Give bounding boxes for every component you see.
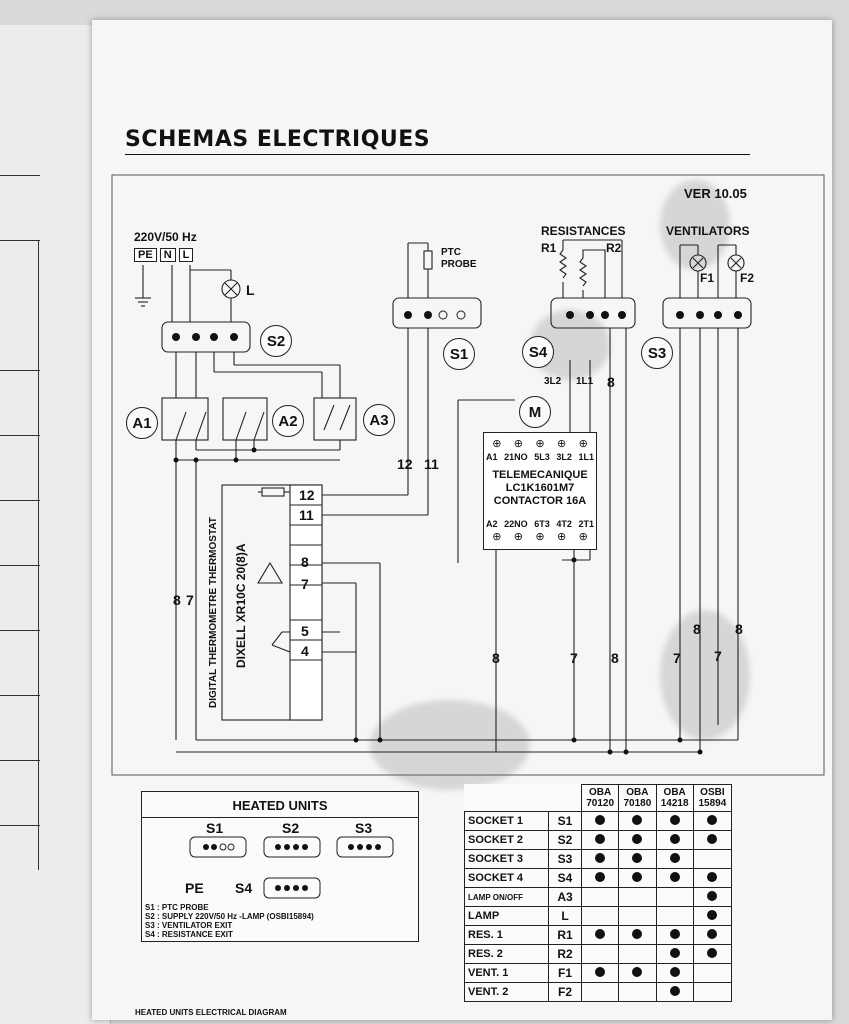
model-header: OSBI 15894 xyxy=(693,785,731,812)
socket-label: LAMP ON/OFF xyxy=(465,888,549,907)
probe-wire-11: 11 xyxy=(424,456,439,472)
contactor-top-symbols: ⊕ ⊕ ⊕ ⊕ ⊕ xyxy=(492,438,588,450)
compat-cell xyxy=(656,945,693,964)
compat-dot xyxy=(632,815,642,825)
compat-cell xyxy=(693,812,731,831)
thermostat-terminal-8: 8 xyxy=(301,554,309,570)
compat-dot xyxy=(670,834,680,844)
compat-cell xyxy=(582,850,619,869)
legend-s4: S4 xyxy=(235,880,253,896)
note-s2: S2 : SUPPLY 220V/50 Hz -LAMP (OSBI15894) xyxy=(145,912,314,921)
compat-dot xyxy=(632,872,642,882)
socket-code: S2 xyxy=(549,831,582,850)
wire-right-8b: 8 xyxy=(735,621,743,637)
compat-cell xyxy=(693,926,731,945)
pin-4t2: 4T2 xyxy=(556,519,572,529)
compat-cell xyxy=(582,964,619,983)
compat-dot xyxy=(632,967,642,977)
compat-cell xyxy=(582,983,619,1002)
contactor-bottom-symbols: ⊕ ⊕ ⊕ ⊕ ⊕ xyxy=(492,531,588,543)
ventilators-label: VENTILATORS xyxy=(666,224,750,238)
wire-mid-7: 7 xyxy=(570,650,578,666)
socket-code: R1 xyxy=(549,926,582,945)
compat-cell xyxy=(693,983,731,1002)
legend-notes xyxy=(145,903,314,939)
compat-cell xyxy=(656,812,693,831)
socket-label: SOCKET 3 xyxy=(465,850,549,869)
contactor-desc: CONTACTOR 16A xyxy=(493,495,587,507)
terminal-pe: PE xyxy=(134,248,157,262)
supply-label: 220V/50 Hz xyxy=(134,230,197,244)
pin-1l1: 1L1 xyxy=(578,452,594,462)
compat-cell xyxy=(656,831,693,850)
model-header: OBA 70180 xyxy=(619,785,656,812)
socket-label: SOCKET 1 xyxy=(465,812,549,831)
model-header: OBA 14218 xyxy=(656,785,693,812)
compat-cell xyxy=(693,945,731,964)
table-row xyxy=(465,964,732,983)
compat-cell xyxy=(582,869,619,888)
contactor-top-pins xyxy=(486,452,594,462)
compat-cell xyxy=(619,812,656,831)
ptc-probe-label: PTC PROBE xyxy=(441,247,477,270)
legend-s3: S3 xyxy=(355,820,373,836)
footer-caption: HEATED UNITS ELECTRICAL DIAGRAM xyxy=(135,1008,287,1017)
resistances-label: RESISTANCES xyxy=(541,224,626,238)
pin-6t3: 6T3 xyxy=(534,519,550,529)
socket-label: SOCKET 2 xyxy=(465,831,549,850)
compat-dot xyxy=(707,929,717,939)
res-8: 8 xyxy=(607,374,615,390)
note-s4: S4 : RESISTANCE EXIT xyxy=(145,930,233,939)
compat-cell xyxy=(619,926,656,945)
res-1l1: 1L1 xyxy=(576,376,594,387)
compat-dot xyxy=(707,834,717,844)
s2-circle: S2 xyxy=(260,325,292,357)
compat-cell xyxy=(656,850,693,869)
compat-dot xyxy=(670,853,680,863)
socket-code: F1 xyxy=(549,964,582,983)
f1-label: F1 xyxy=(700,271,715,285)
compat-dot xyxy=(595,967,605,977)
compat-cell xyxy=(619,831,656,850)
table-row xyxy=(465,831,732,850)
note-s3: S3 : VENTILATOR EXIT xyxy=(145,921,233,930)
socket-label: SOCKET 4 xyxy=(465,869,549,888)
thermostat-terminal-5: 5 xyxy=(301,623,309,639)
compat-cell xyxy=(619,850,656,869)
compat-cell xyxy=(619,964,656,983)
socket-table-body xyxy=(465,812,732,1002)
socket-code: A3 xyxy=(549,888,582,907)
compat-cell xyxy=(656,926,693,945)
compat-dot xyxy=(595,853,605,863)
compat-dot xyxy=(670,929,680,939)
compat-dot xyxy=(632,853,642,863)
compat-dot xyxy=(707,910,717,920)
socket-code: F2 xyxy=(549,983,582,1002)
socket-label: LAMP xyxy=(465,907,549,926)
compat-cell xyxy=(656,888,693,907)
compat-dot xyxy=(670,872,680,882)
a2-circle: A2 xyxy=(272,405,304,437)
legend-pe: PE xyxy=(185,880,204,896)
compat-cell xyxy=(582,831,619,850)
socket-label: VENT. 1 xyxy=(465,964,549,983)
wire-left-8: 8 xyxy=(173,592,181,608)
compat-dot xyxy=(707,815,717,825)
lamp-label: L xyxy=(246,282,255,298)
compat-cell xyxy=(582,888,619,907)
thermostat-terminal-11: 11 xyxy=(299,507,314,523)
socket-code: R2 xyxy=(549,945,582,964)
table-row xyxy=(465,945,732,964)
compat-dot xyxy=(632,834,642,844)
wire-right-8: 8 xyxy=(693,621,701,637)
thermostat-terminal-12: 12 xyxy=(299,487,315,503)
compat-dot xyxy=(670,967,680,977)
contactor xyxy=(483,432,597,550)
res-3l2: 3L2 xyxy=(544,376,562,387)
supply-terminals xyxy=(134,248,193,262)
probe-wire-12: 12 xyxy=(397,456,413,472)
compat-cell xyxy=(656,964,693,983)
thermostat-label-line1: DIGITAL THERMOMETRE THERMOSTAT xyxy=(208,517,219,708)
pin-a2: A2 xyxy=(486,519,498,529)
compat-dot xyxy=(595,815,605,825)
compat-cell xyxy=(693,850,731,869)
thermostat-terminal-7: 7 xyxy=(301,576,309,592)
table-row xyxy=(465,926,732,945)
compat-cell xyxy=(582,945,619,964)
contactor-name: TELEMECANIQUE xyxy=(492,469,588,481)
table-header-row xyxy=(465,785,732,812)
compat-dot xyxy=(595,872,605,882)
compat-cell xyxy=(619,907,656,926)
compat-dot xyxy=(670,815,680,825)
compat-cell xyxy=(693,888,731,907)
thermostat-label-line2: DIXELL XR10C 20(8)A xyxy=(234,543,248,668)
compat-cell xyxy=(619,945,656,964)
pin-5l3: 5L3 xyxy=(534,452,550,462)
socket-code: S4 xyxy=(549,869,582,888)
socket-label: RES. 1 xyxy=(465,926,549,945)
terminal-l: L xyxy=(179,248,194,262)
table-row xyxy=(465,850,732,869)
a1-circle: A1 xyxy=(126,407,158,439)
table-row xyxy=(465,812,732,831)
pin-2t1: 2T1 xyxy=(578,519,594,529)
compat-cell xyxy=(656,869,693,888)
socket-code: S1 xyxy=(549,812,582,831)
motor-circle: M xyxy=(519,396,551,428)
legend-s2: S2 xyxy=(282,820,300,836)
a3-circle: A3 xyxy=(363,404,395,436)
table-row xyxy=(465,869,732,888)
compat-dot xyxy=(595,834,605,844)
table-row xyxy=(465,983,732,1002)
compat-dot xyxy=(595,929,605,939)
wire-mid-8b: 8 xyxy=(611,650,619,666)
f2-label: F2 xyxy=(740,271,755,285)
pin-a1: A1 xyxy=(486,452,498,462)
pin-21no: 21NO xyxy=(504,452,528,462)
r1-label: R1 xyxy=(541,241,557,255)
wire-right-7b: 7 xyxy=(714,648,722,664)
socket-label: RES. 2 xyxy=(465,945,549,964)
table-row xyxy=(465,907,732,926)
compat-cell xyxy=(582,812,619,831)
compat-cell xyxy=(582,926,619,945)
s4-circle: S4 xyxy=(522,336,554,368)
thermostat-terminal-4: 4 xyxy=(301,643,309,659)
model-header: OBA 70120 xyxy=(582,785,619,812)
compat-dot xyxy=(632,929,642,939)
wire-mid-8: 8 xyxy=(492,650,500,666)
version-label: VER 10.05 xyxy=(684,186,747,201)
compat-dot xyxy=(670,948,680,958)
legend-title: HEATED UNITS xyxy=(232,798,328,813)
compat-cell xyxy=(693,869,731,888)
compat-dot xyxy=(707,948,717,958)
r2-label: R2 xyxy=(606,241,622,255)
compat-dot xyxy=(670,986,680,996)
socket-code: L xyxy=(549,907,582,926)
compat-cell xyxy=(693,831,731,850)
compat-cell xyxy=(656,983,693,1002)
wire-left-7: 7 xyxy=(186,592,194,608)
compat-dot xyxy=(707,891,717,901)
compat-cell xyxy=(656,907,693,926)
socket-code: S3 xyxy=(549,850,582,869)
pin-3l2: 3L2 xyxy=(556,452,572,462)
wire-right-7: 7 xyxy=(673,650,681,666)
legend-s1: S1 xyxy=(206,820,224,836)
note-s1: S1 : PTC PROBE xyxy=(145,903,209,912)
socket-table xyxy=(464,784,732,1002)
pin-22no: 22NO xyxy=(504,519,528,529)
page-title: SCHEMAS ELECTRIQUES xyxy=(125,127,431,152)
compat-dot xyxy=(707,872,717,882)
contactor-model: LC1K1601M7 xyxy=(505,482,575,494)
compat-cell xyxy=(693,964,731,983)
compat-cell xyxy=(619,983,656,1002)
s3-circle: S3 xyxy=(641,337,673,369)
compat-cell xyxy=(619,869,656,888)
compat-cell xyxy=(582,907,619,926)
table-row xyxy=(465,888,732,907)
terminal-n: N xyxy=(160,248,176,262)
compat-cell xyxy=(693,907,731,926)
socket-label: VENT. 2 xyxy=(465,983,549,1002)
s1-circle: S1 xyxy=(443,338,475,370)
contactor-bottom-pins xyxy=(486,519,594,529)
compat-cell xyxy=(619,888,656,907)
